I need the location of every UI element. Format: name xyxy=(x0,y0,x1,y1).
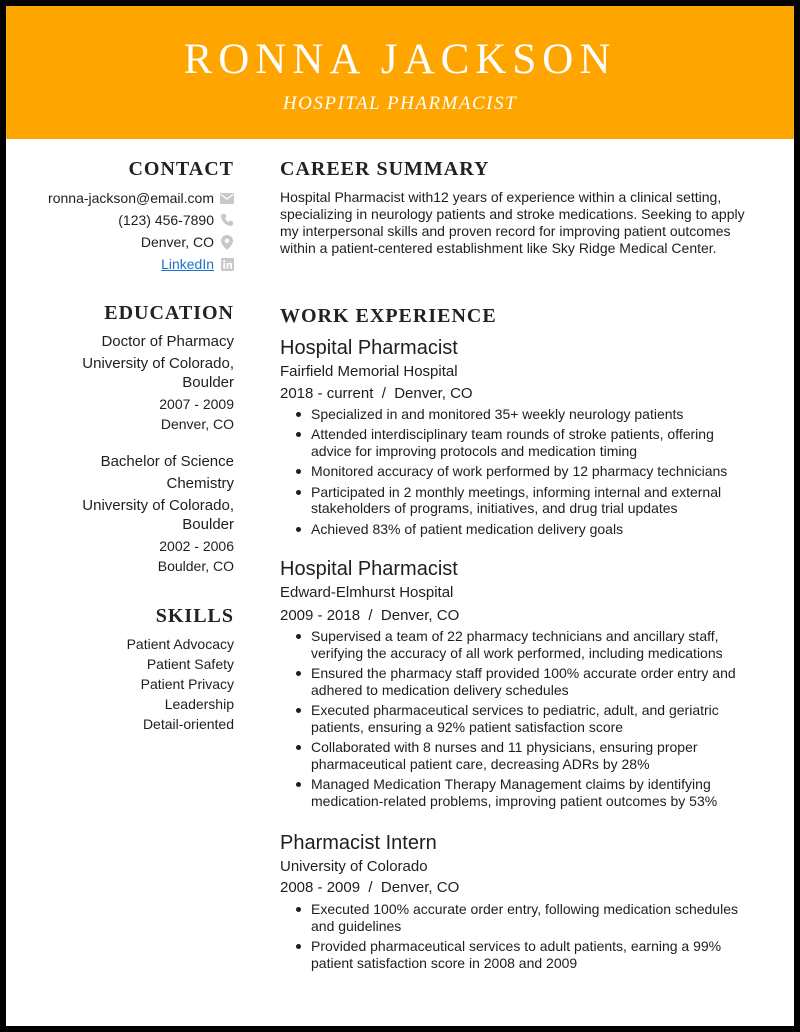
email-text: ronna-jackson@email.com xyxy=(48,190,214,206)
edu1-years: 2007 - 2009 xyxy=(159,396,234,412)
job3-employer: University of Colorado xyxy=(280,858,428,875)
job1-bullets xyxy=(280,406,750,541)
contact-phone xyxy=(118,210,234,230)
job2-bullets xyxy=(280,628,750,813)
phone-icon xyxy=(220,213,234,227)
edu1-school-city: Boulder xyxy=(182,374,234,391)
edu1-location: Denver, CO xyxy=(160,416,234,432)
summary-heading: CAREER SUMMARY xyxy=(280,158,490,180)
edu2-years: 2002 - 2006 xyxy=(159,538,234,554)
list-item: Managed Medication Therapy Management claims by identifying medication-related problems, improving patient outcomes by 53% xyxy=(280,776,750,809)
edu2-major: Chemistry xyxy=(166,475,234,492)
linkedin-icon[interactable] xyxy=(220,257,234,271)
job2-title: Hospital Pharmacist xyxy=(280,558,458,580)
list-item: Collaborated with 8 nurses and 11 physicians, ensuring proper pharmaceutical patient care, decreasing ADRs by 28% xyxy=(280,739,750,772)
job1-employer: Fairfield Memorial Hospital xyxy=(280,363,458,380)
phone-text: (123) 456-7890 xyxy=(118,212,214,228)
skill-item: Patient Advocacy xyxy=(126,636,234,652)
candidate-name: RONNA JACKSON xyxy=(183,36,617,83)
contact-location xyxy=(141,232,234,252)
job3-bullets xyxy=(280,901,750,975)
list-item: Executed 100% accurate order entry, following medication schedules and guidelines xyxy=(280,901,750,934)
list-item: Specialized in and monitored 35+ weekly neurology patients xyxy=(280,406,750,423)
list-item: Provided pharmaceutical services to adult patients, earning a 99% patient satisfaction score in 2008 and 2009 xyxy=(280,938,750,971)
list-item: Achieved 83% of patient medication delivery goals xyxy=(280,521,750,538)
edu2-degree: Bachelor of Science xyxy=(100,453,234,470)
experience-heading: WORK EXPERIENCE xyxy=(280,305,497,327)
skills-heading: SKILLS xyxy=(155,605,234,627)
list-item: Attended interdisciplinary team rounds of stroke patients, offering advice for improving protocols and medication timing xyxy=(280,426,750,459)
list-item: Supervised a team of 22 pharmacy technicians and ancillary staff, verifying the accuracy of all work performed, including medications xyxy=(280,628,750,661)
edu2-school: University of Colorado, xyxy=(82,497,234,514)
edu2-location: Boulder, CO xyxy=(157,558,234,574)
job2-dates-location: 2009 - 2018 / Denver, CO xyxy=(280,607,460,624)
contact-email xyxy=(48,188,234,208)
contact-linkedin[interactable] xyxy=(161,254,234,274)
edu1-school: University of Colorado, xyxy=(82,355,234,372)
skill-item: Patient Safety xyxy=(146,656,234,672)
skill-item: Detail-oriented xyxy=(142,716,234,732)
education-heading: EDUCATION xyxy=(104,302,234,324)
linkedin-link[interactable]: LinkedIn xyxy=(161,256,214,272)
list-item: Monitored accuracy of work performed by 12 pharmacy technicians xyxy=(280,463,750,480)
list-item: Ensured the pharmacy staff provided 100% accurate order entry and adhered to medication delivery schedules xyxy=(280,665,750,698)
job1-title: Hospital Pharmacist xyxy=(280,337,458,359)
job1-dates-location: 2018 - current / Denver, CO xyxy=(280,385,473,402)
job2-employer: Edward-Elmhurst Hospital xyxy=(280,584,454,601)
location-pin-icon xyxy=(220,235,234,249)
skill-item: Patient Privacy xyxy=(140,676,234,692)
candidate-title: HOSPITAL PHARMACIST xyxy=(282,93,518,114)
job3-dates-location: 2008 - 2009 / Denver, CO xyxy=(280,879,460,896)
summary-text: Hospital Pharmacist with12 years of experience within a clinical setting, specializing in neurology patients and stroke medications. Seeking to apply my interpersonal skills and proven record for improving patient outcomes within a patient-centered establishment like Sky Ridge Medical Center. xyxy=(280,189,745,256)
location-text: Denver, CO xyxy=(140,234,214,250)
resume-page xyxy=(6,6,794,1026)
contact-heading: CONTACT xyxy=(128,158,234,180)
job3-title: Pharmacist Intern xyxy=(280,832,437,854)
skill-item: Leadership xyxy=(164,696,234,712)
envelope-icon xyxy=(220,191,234,205)
header-banner xyxy=(6,6,794,139)
edu1-degree: Doctor of Pharmacy xyxy=(101,333,234,350)
edu2-school-city: Boulder xyxy=(182,516,234,533)
list-item: Executed pharmaceutical services to pediatric, adult, and geriatric patients, ensuring a 92% patient satisfaction score xyxy=(280,702,750,735)
list-item: Participated in 2 monthly meetings, informing internal and external stakeholders of programs, initiatives, and drug trial updates xyxy=(280,484,750,517)
